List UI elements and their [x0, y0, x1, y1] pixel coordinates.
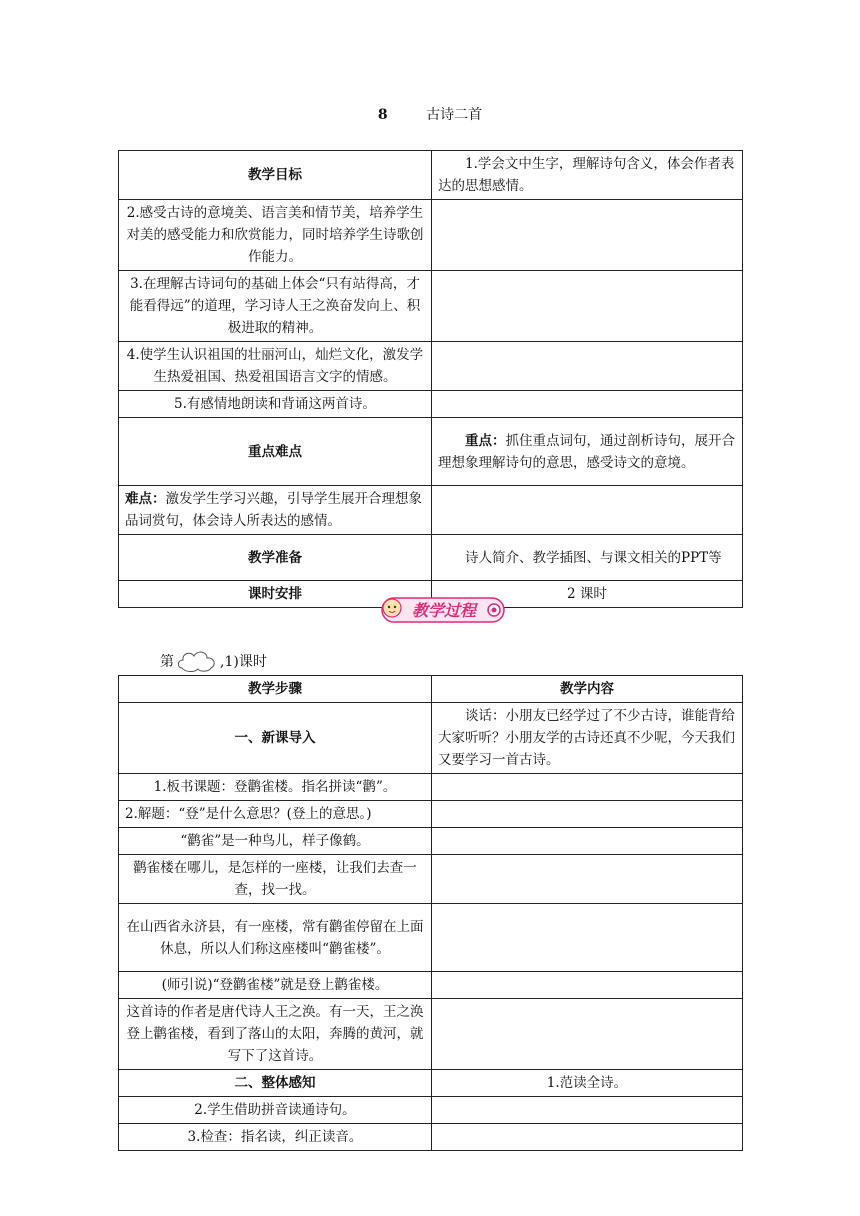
lesson-number: 8 [377, 107, 388, 123]
table-row [119, 855, 743, 904]
table-row [119, 535, 743, 581]
table-cell: “鹳雀”是一种鸟儿，样子像鹤。 [119, 828, 432, 855]
teaching-steps-table [118, 675, 743, 1151]
table-cell [432, 271, 743, 342]
child-face-icon [383, 599, 401, 617]
table-row [119, 391, 743, 418]
table-cell [432, 855, 743, 904]
table-cell: 2.解题：“登”是什么意思？(登上的意思。) [119, 801, 432, 828]
table-cell: 1.学会文中生字，理解诗句含义，体会作者表达的思想感情。 [432, 151, 743, 200]
table-cell: 2.感受古诗的意境美、语言美和情节美，培养学生对美的感受能力和欣赏能力，同时培养学生诗歌创作能力。 [119, 200, 432, 271]
table-cell [432, 1097, 743, 1124]
difficulty-text: 激发学生学习兴趣，引导学生展开合理想象品词赏句，体会诗人所表达的感情。 [125, 491, 422, 529]
table-cell [432, 391, 743, 418]
table-row [119, 200, 743, 271]
table-row [119, 486, 743, 535]
table-row [119, 271, 743, 342]
table-row [119, 703, 743, 774]
table-cell [432, 200, 743, 271]
column-header-content: 教学内容 [432, 676, 743, 703]
table-row [119, 972, 743, 999]
table-row [119, 1070, 743, 1097]
table-cell [432, 342, 743, 391]
key-points-label: 重点： [465, 432, 506, 449]
table-cell: 谈话：小朋友已经学过了不少古诗，谁能背给大家听听？小朋友学的古诗还真不少呢，今天我们又要学习一首古诗。 [432, 703, 743, 774]
table-cell: 教学目标 [119, 151, 432, 200]
table-cell [432, 828, 743, 855]
table-cell [432, 1124, 743, 1151]
column-header-steps: 教学步骤 [119, 676, 432, 703]
page-title [0, 104, 860, 124]
table-cell [119, 486, 432, 535]
table-row [119, 774, 743, 801]
table-row [119, 1097, 743, 1124]
table-cell [432, 418, 743, 486]
table-row [119, 904, 743, 972]
table-cell [432, 774, 743, 801]
table-cell [432, 904, 743, 972]
table-cell: 诗人简介、教学插图、与课文相关的PPT等 [432, 535, 743, 581]
table-cell: 鹳雀楼在哪儿，是怎样的一座楼，让我们去查一查，找一找。 [119, 855, 432, 904]
table-cell: 在山西省永济县，有一座楼，常有鹳雀停留在上面休息，所以人们称这座楼叫“鹳雀楼”。 [119, 904, 432, 972]
table-row [119, 1124, 743, 1151]
table-row [119, 999, 743, 1070]
table-cell: 1.范读全诗。 [432, 1070, 743, 1097]
table-cell: 5.有感情地朗读和背诵这两首诗。 [119, 391, 432, 418]
table-row [119, 828, 743, 855]
table-cell [432, 972, 743, 999]
table-cell [432, 486, 743, 535]
table-cell: 课时安排 [119, 581, 432, 608]
table-cell [432, 801, 743, 828]
teaching-process-banner [380, 594, 510, 626]
table-header-row [119, 676, 743, 703]
table-cell: 一、新课导入 [119, 703, 432, 774]
table-cell: 教学准备 [119, 535, 432, 581]
lesson-suffix: ,1)课时 [220, 654, 267, 670]
table-row [119, 801, 743, 828]
lesson-prefix: 第 [160, 654, 174, 670]
table-row [119, 418, 743, 486]
table-cell: 2 课时 [432, 581, 743, 608]
table-row [119, 151, 743, 200]
lesson-label [160, 648, 267, 674]
key-points-text: 抓住重点词句，通过剖析诗句，展开合理想象理解诗句的意思，感受诗文的意境。 [438, 432, 735, 471]
table-row [119, 342, 743, 391]
table-cell: 2.学生借助拼音读通诗句。 [119, 1097, 432, 1124]
table-cell: 重点难点 [119, 418, 432, 486]
table-cell: (师引说)“登鹳雀楼”就是登上鹳雀楼。 [119, 972, 432, 999]
table-cell: 4.使学生认识祖国的壮丽河山，灿烂文化，激发学生热爱祖国、热爱祖国语言文字的情感。 [119, 342, 432, 391]
table-cell: 1.板书课题：登鹳雀楼。指名拼读“鹳”。 [119, 774, 432, 801]
teaching-plan-table [118, 150, 743, 608]
table-cell: 二、整体感知 [119, 1070, 432, 1097]
lesson-title: 古诗二首 [426, 107, 483, 123]
table-cell [432, 999, 743, 1070]
banner-text: 教学过程 [411, 601, 477, 620]
table-cell: 这首诗的作者是唐代诗人王之涣。有一天，王之涣登上鹳雀楼，看到了落山的太阳，奔腾的黄河，就写下了这首诗。 [119, 999, 432, 1070]
table-cell: 3.在理解古诗词句的基础上体会“只有站得高，才能看得远”的道理，学习诗人王之涣奋发向上、积极进取的精神。 [119, 271, 432, 342]
table-cell: 3.检查：指名读，纠正读音。 [119, 1124, 432, 1151]
difficulty-label: 难点： [125, 491, 166, 507]
cloud-icon [176, 648, 218, 674]
